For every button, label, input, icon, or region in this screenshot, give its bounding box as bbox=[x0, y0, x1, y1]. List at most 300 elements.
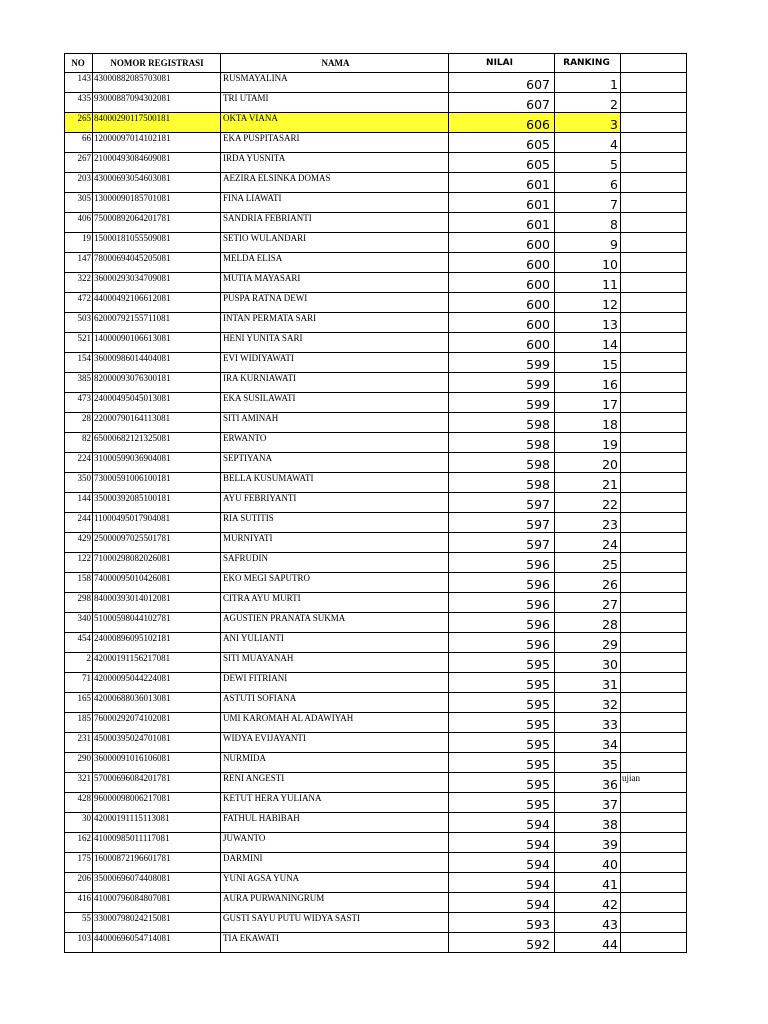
table-row bbox=[65, 853, 687, 873]
cell-score: 594 bbox=[449, 873, 555, 893]
cell-registration-number: 42000191115113081 bbox=[93, 813, 221, 833]
table-row bbox=[65, 453, 687, 473]
table-row bbox=[65, 213, 687, 233]
cell-registration-number: 76000292074102081 bbox=[93, 713, 221, 733]
cell-note bbox=[621, 553, 687, 573]
cell-name: ASTUTI SOFIANA bbox=[221, 693, 449, 713]
cell-note bbox=[621, 633, 687, 653]
header-name: NAMA bbox=[221, 54, 449, 73]
cell-ranking: 4 bbox=[555, 133, 621, 153]
cell-score: 595 bbox=[449, 773, 555, 793]
cell-ranking: 35 bbox=[555, 753, 621, 773]
cell-ranking: 13 bbox=[555, 313, 621, 333]
cell-name: TRI UTAMI bbox=[221, 93, 449, 113]
cell-note bbox=[621, 853, 687, 873]
cell-name: SETIO WULANDARI bbox=[221, 233, 449, 253]
cell-registration-number: 14000090106613081 bbox=[93, 333, 221, 353]
cell-name: HENI YUNITA SARI bbox=[221, 333, 449, 353]
cell-score: 600 bbox=[449, 333, 555, 353]
table-row bbox=[65, 833, 687, 853]
cell-no: 454 bbox=[65, 633, 93, 653]
cell-note bbox=[621, 753, 687, 773]
table-row bbox=[65, 273, 687, 293]
cell-registration-number: 33000798024215081 bbox=[93, 913, 221, 933]
cell-ranking: 6 bbox=[555, 173, 621, 193]
cell-ranking: 43 bbox=[555, 913, 621, 933]
cell-score: 594 bbox=[449, 833, 555, 853]
cell-registration-number: 96000098006217081 bbox=[93, 793, 221, 813]
cell-note bbox=[621, 813, 687, 833]
cell-note bbox=[621, 353, 687, 373]
cell-name: ERWANTO bbox=[221, 433, 449, 453]
table-row bbox=[65, 713, 687, 733]
cell-name: TIA EKAWATI bbox=[221, 933, 449, 953]
cell-ranking: 19 bbox=[555, 433, 621, 453]
header-score: NILAI bbox=[449, 54, 555, 73]
cell-name: MELDA ELISA bbox=[221, 253, 449, 273]
cell-no: 503 bbox=[65, 313, 93, 333]
cell-registration-number: 35000392085100181 bbox=[93, 493, 221, 513]
cell-registration-number: 73000591006100181 bbox=[93, 473, 221, 493]
cell-no: 385 bbox=[65, 373, 93, 393]
table-row bbox=[65, 313, 687, 333]
header-extra bbox=[621, 54, 687, 73]
cell-no: 298 bbox=[65, 593, 93, 613]
cell-note bbox=[621, 573, 687, 593]
table-row bbox=[65, 573, 687, 593]
cell-name: ANI YULIANTI bbox=[221, 633, 449, 653]
table-row bbox=[65, 693, 687, 713]
cell-ranking: 41 bbox=[555, 873, 621, 893]
cell-ranking: 36 bbox=[555, 773, 621, 793]
cell-registration-number: 62000792155711081 bbox=[93, 313, 221, 333]
cell-note bbox=[621, 373, 687, 393]
cell-note bbox=[621, 613, 687, 633]
cell-registration-number: 57000696084201781 bbox=[93, 773, 221, 793]
cell-name: GUSTI SAYU PUTU WIDYA SASTI bbox=[221, 913, 449, 933]
cell-score: 599 bbox=[449, 373, 555, 393]
cell-score: 598 bbox=[449, 473, 555, 493]
cell-note bbox=[621, 293, 687, 313]
cell-no: 429 bbox=[65, 533, 93, 553]
cell-no: 350 bbox=[65, 473, 93, 493]
cell-registration-number: 25000097025501781 bbox=[93, 533, 221, 553]
cell-ranking: 15 bbox=[555, 353, 621, 373]
cell-name: EKO MEGI SAPUTRO bbox=[221, 573, 449, 593]
cell-note bbox=[621, 173, 687, 193]
cell-ranking: 2 bbox=[555, 93, 621, 113]
cell-note: ujian bbox=[621, 773, 687, 793]
table-row bbox=[65, 233, 687, 253]
cell-no: 267 bbox=[65, 153, 93, 173]
cell-registration-number: 84000393014012081 bbox=[93, 593, 221, 613]
cell-registration-number: 74000095010426081 bbox=[93, 573, 221, 593]
table-row bbox=[65, 753, 687, 773]
cell-no: 472 bbox=[65, 293, 93, 313]
cell-note bbox=[621, 713, 687, 733]
cell-score: 600 bbox=[449, 253, 555, 273]
cell-no: 322 bbox=[65, 273, 93, 293]
cell-name: INTAN PERMATA SARI bbox=[221, 313, 449, 333]
header-ranking: RANKING bbox=[555, 54, 621, 73]
cell-name: PUSPA RATNA DEWI bbox=[221, 293, 449, 313]
cell-ranking: 20 bbox=[555, 453, 621, 473]
table-row bbox=[65, 673, 687, 693]
table-row bbox=[65, 253, 687, 273]
cell-note bbox=[621, 873, 687, 893]
cell-registration-number: 13000090185701081 bbox=[93, 193, 221, 213]
cell-no: 340 bbox=[65, 613, 93, 633]
cell-score: 601 bbox=[449, 213, 555, 233]
cell-score: 607 bbox=[449, 73, 555, 93]
cell-name: WIDYA EVIJAYANTI bbox=[221, 733, 449, 753]
cell-name: FATHUL HABIBAH bbox=[221, 813, 449, 833]
cell-registration-number: 71000298082026081 bbox=[93, 553, 221, 573]
cell-ranking: 33 bbox=[555, 713, 621, 733]
cell-no: 162 bbox=[65, 833, 93, 853]
cell-note bbox=[621, 473, 687, 493]
cell-registration-number: 51000598044102781 bbox=[93, 613, 221, 633]
cell-name: AYU FEBRIYANTI bbox=[221, 493, 449, 513]
cell-name: NURMIDA bbox=[221, 753, 449, 773]
cell-no: 305 bbox=[65, 193, 93, 213]
table-row bbox=[65, 593, 687, 613]
cell-ranking: 30 bbox=[555, 653, 621, 673]
table-row bbox=[65, 93, 687, 113]
cell-ranking: 44 bbox=[555, 933, 621, 953]
cell-note bbox=[621, 433, 687, 453]
cell-score: 600 bbox=[449, 273, 555, 293]
cell-registration-number: 22000790164113081 bbox=[93, 413, 221, 433]
table-row bbox=[65, 893, 687, 913]
cell-registration-number: 36000986014404081 bbox=[93, 353, 221, 373]
cell-ranking: 28 bbox=[555, 613, 621, 633]
table-row bbox=[65, 333, 687, 353]
cell-no: 2 bbox=[65, 653, 93, 673]
cell-no: 231 bbox=[65, 733, 93, 753]
cell-registration-number: 82000093076300181 bbox=[93, 373, 221, 393]
table-row bbox=[65, 653, 687, 673]
cell-name: SITI AMINAH bbox=[221, 413, 449, 433]
table-row bbox=[65, 793, 687, 813]
cell-no: 82 bbox=[65, 433, 93, 453]
cell-ranking: 26 bbox=[555, 573, 621, 593]
cell-no: 521 bbox=[65, 333, 93, 353]
cell-score: 594 bbox=[449, 853, 555, 873]
cell-no: 19 bbox=[65, 233, 93, 253]
cell-score: 596 bbox=[449, 573, 555, 593]
cell-note bbox=[621, 453, 687, 473]
cell-name: AGUSTIEN PRANATA SUKMA bbox=[221, 613, 449, 633]
cell-ranking: 32 bbox=[555, 693, 621, 713]
ranking-table bbox=[64, 53, 687, 953]
table-row bbox=[65, 133, 687, 153]
table-row bbox=[65, 353, 687, 373]
cell-note bbox=[621, 93, 687, 113]
cell-no: 290 bbox=[65, 753, 93, 773]
cell-ranking: 5 bbox=[555, 153, 621, 173]
cell-note bbox=[621, 273, 687, 293]
cell-note bbox=[621, 73, 687, 93]
cell-note bbox=[621, 333, 687, 353]
cell-ranking: 40 bbox=[555, 853, 621, 873]
cell-no: 435 bbox=[65, 93, 93, 113]
cell-no: 55 bbox=[65, 913, 93, 933]
cell-registration-number: 45000395024701081 bbox=[93, 733, 221, 753]
cell-name: BELLA KUSUMAWATI bbox=[221, 473, 449, 493]
cell-name: RUSMAYALINA bbox=[221, 73, 449, 93]
cell-score: 606 bbox=[449, 113, 555, 133]
cell-registration-number: 43000693054603081 bbox=[93, 173, 221, 193]
cell-score: 605 bbox=[449, 133, 555, 153]
cell-registration-number: 24000896095102181 bbox=[93, 633, 221, 653]
table-row bbox=[65, 113, 687, 133]
cell-no: 158 bbox=[65, 573, 93, 593]
cell-name: OKTA VIANA bbox=[221, 113, 449, 133]
cell-ranking: 34 bbox=[555, 733, 621, 753]
cell-note bbox=[621, 653, 687, 673]
cell-name: EKA SUSILAWATI bbox=[221, 393, 449, 413]
cell-no: 203 bbox=[65, 173, 93, 193]
cell-score: 596 bbox=[449, 593, 555, 613]
cell-name: CITRA AYU MURTI bbox=[221, 593, 449, 613]
cell-note bbox=[621, 913, 687, 933]
cell-registration-number: 42000688036013081 bbox=[93, 693, 221, 713]
cell-ranking: 9 bbox=[555, 233, 621, 253]
cell-score: 592 bbox=[449, 933, 555, 953]
cell-ranking: 18 bbox=[555, 413, 621, 433]
cell-no: 144 bbox=[65, 493, 93, 513]
cell-no: 224 bbox=[65, 453, 93, 473]
cell-name: JUWANTO bbox=[221, 833, 449, 853]
cell-note bbox=[621, 233, 687, 253]
table-row bbox=[65, 193, 687, 213]
cell-no: 321 bbox=[65, 773, 93, 793]
cell-ranking: 17 bbox=[555, 393, 621, 413]
cell-name: EVI WIDIYAWATI bbox=[221, 353, 449, 373]
cell-score: 593 bbox=[449, 913, 555, 933]
cell-name: RIA SUTITIS bbox=[221, 513, 449, 533]
cell-no: 147 bbox=[65, 253, 93, 273]
cell-no: 165 bbox=[65, 693, 93, 713]
cell-ranking: 29 bbox=[555, 633, 621, 653]
cell-ranking: 14 bbox=[555, 333, 621, 353]
cell-no: 71 bbox=[65, 673, 93, 693]
table-row bbox=[65, 933, 687, 953]
cell-note bbox=[621, 213, 687, 233]
cell-score: 594 bbox=[449, 893, 555, 913]
cell-ranking: 39 bbox=[555, 833, 621, 853]
cell-note bbox=[621, 513, 687, 533]
cell-name: EKA PUSPITASARI bbox=[221, 133, 449, 153]
cell-score: 600 bbox=[449, 313, 555, 333]
cell-registration-number: 31000599036904081 bbox=[93, 453, 221, 473]
cell-registration-number: 12000097014102181 bbox=[93, 133, 221, 153]
header-registration-number: NOMOR REGISTRASI bbox=[93, 54, 221, 73]
cell-name: AEZIRA ELSINKA DOMAS bbox=[221, 173, 449, 193]
cell-registration-number: 65000682121325081 bbox=[93, 433, 221, 453]
cell-note bbox=[621, 193, 687, 213]
cell-score: 600 bbox=[449, 293, 555, 313]
cell-registration-number: 36000091016106081 bbox=[93, 753, 221, 773]
cell-score: 595 bbox=[449, 653, 555, 673]
cell-note bbox=[621, 413, 687, 433]
header-no: NO bbox=[65, 54, 93, 73]
cell-score: 595 bbox=[449, 733, 555, 753]
cell-registration-number: 42000095044224081 bbox=[93, 673, 221, 693]
cell-note bbox=[621, 793, 687, 813]
table-row bbox=[65, 913, 687, 933]
cell-no: 206 bbox=[65, 873, 93, 893]
table-row bbox=[65, 373, 687, 393]
cell-registration-number: 43000882085703081 bbox=[93, 73, 221, 93]
cell-no: 175 bbox=[65, 853, 93, 873]
cell-note bbox=[621, 133, 687, 153]
cell-name: YUNI AGSA YUNA bbox=[221, 873, 449, 893]
cell-registration-number: 84000290117500181 bbox=[93, 113, 221, 133]
table-row bbox=[65, 493, 687, 513]
cell-no: 28 bbox=[65, 413, 93, 433]
cell-no: 473 bbox=[65, 393, 93, 413]
cell-registration-number: 15000181055509081 bbox=[93, 233, 221, 253]
cell-note bbox=[621, 693, 687, 713]
cell-no: 265 bbox=[65, 113, 93, 133]
cell-note bbox=[621, 593, 687, 613]
cell-score: 596 bbox=[449, 613, 555, 633]
table-row bbox=[65, 873, 687, 893]
cell-registration-number: 35000696074408081 bbox=[93, 873, 221, 893]
cell-score: 600 bbox=[449, 233, 555, 253]
cell-no: 416 bbox=[65, 893, 93, 913]
cell-no: 66 bbox=[65, 133, 93, 153]
cell-note bbox=[621, 493, 687, 513]
cell-ranking: 12 bbox=[555, 293, 621, 313]
cell-note bbox=[621, 313, 687, 333]
cell-score: 598 bbox=[449, 453, 555, 473]
cell-ranking: 10 bbox=[555, 253, 621, 273]
cell-score: 605 bbox=[449, 153, 555, 173]
cell-registration-number: 42000191156217081 bbox=[93, 653, 221, 673]
table-row bbox=[65, 813, 687, 833]
cell-score: 597 bbox=[449, 513, 555, 533]
cell-name: MUTIA MAYASARI bbox=[221, 273, 449, 293]
cell-score: 594 bbox=[449, 813, 555, 833]
cell-name: FINA LIAWATI bbox=[221, 193, 449, 213]
cell-ranking: 25 bbox=[555, 553, 621, 573]
table-row bbox=[65, 553, 687, 573]
cell-ranking: 3 bbox=[555, 113, 621, 133]
cell-no: 406 bbox=[65, 213, 93, 233]
table-row bbox=[65, 393, 687, 413]
cell-registration-number: 11000495017904081 bbox=[93, 513, 221, 533]
cell-score: 599 bbox=[449, 393, 555, 413]
cell-score: 595 bbox=[449, 793, 555, 813]
cell-score: 598 bbox=[449, 413, 555, 433]
cell-registration-number: 78000694045205081 bbox=[93, 253, 221, 273]
cell-ranking: 22 bbox=[555, 493, 621, 513]
cell-ranking: 8 bbox=[555, 213, 621, 233]
cell-ranking: 27 bbox=[555, 593, 621, 613]
table-row bbox=[65, 533, 687, 553]
table-row bbox=[65, 413, 687, 433]
cell-score: 597 bbox=[449, 493, 555, 513]
cell-registration-number: 16000872196601781 bbox=[93, 853, 221, 873]
table-row bbox=[65, 773, 687, 793]
table-row bbox=[65, 733, 687, 753]
cell-name: DARMINI bbox=[221, 853, 449, 873]
cell-registration-number: 41000796084807081 bbox=[93, 893, 221, 913]
cell-score: 595 bbox=[449, 753, 555, 773]
cell-score: 595 bbox=[449, 673, 555, 693]
cell-name: IRA KURNIAWATI bbox=[221, 373, 449, 393]
cell-registration-number: 21000493084609081 bbox=[93, 153, 221, 173]
header-row bbox=[65, 54, 687, 73]
cell-name: KETUT HERA YULIANA bbox=[221, 793, 449, 813]
cell-score: 596 bbox=[449, 633, 555, 653]
cell-no: 185 bbox=[65, 713, 93, 733]
cell-name: SEPTIYANA bbox=[221, 453, 449, 473]
cell-score: 595 bbox=[449, 693, 555, 713]
table-row bbox=[65, 473, 687, 493]
cell-registration-number: 24000495045013081 bbox=[93, 393, 221, 413]
cell-score: 598 bbox=[449, 433, 555, 453]
cell-no: 428 bbox=[65, 793, 93, 813]
cell-registration-number: 44000696054714081 bbox=[93, 933, 221, 953]
cell-no: 143 bbox=[65, 73, 93, 93]
cell-name: MURNIYATI bbox=[221, 533, 449, 553]
table-row bbox=[65, 613, 687, 633]
cell-name: DEWI FITRIANI bbox=[221, 673, 449, 693]
table-row bbox=[65, 633, 687, 653]
table-row bbox=[65, 73, 687, 93]
cell-note bbox=[621, 893, 687, 913]
cell-name: SAFRUDIN bbox=[221, 553, 449, 573]
cell-score: 607 bbox=[449, 93, 555, 113]
cell-ranking: 16 bbox=[555, 373, 621, 393]
cell-note bbox=[621, 933, 687, 953]
cell-ranking: 37 bbox=[555, 793, 621, 813]
table-row bbox=[65, 433, 687, 453]
cell-ranking: 1 bbox=[555, 73, 621, 93]
cell-ranking: 21 bbox=[555, 473, 621, 493]
cell-no: 30 bbox=[65, 813, 93, 833]
cell-note bbox=[621, 253, 687, 273]
table-row bbox=[65, 153, 687, 173]
cell-note bbox=[621, 673, 687, 693]
table-body bbox=[65, 73, 687, 953]
cell-no: 103 bbox=[65, 933, 93, 953]
cell-no: 122 bbox=[65, 553, 93, 573]
cell-score: 601 bbox=[449, 173, 555, 193]
cell-ranking: 7 bbox=[555, 193, 621, 213]
cell-score: 595 bbox=[449, 713, 555, 733]
cell-ranking: 38 bbox=[555, 813, 621, 833]
cell-note bbox=[621, 393, 687, 413]
cell-note bbox=[621, 153, 687, 173]
cell-score: 597 bbox=[449, 533, 555, 553]
table-row bbox=[65, 513, 687, 533]
cell-ranking: 24 bbox=[555, 533, 621, 553]
cell-registration-number: 41000985011117081 bbox=[93, 833, 221, 853]
cell-no: 244 bbox=[65, 513, 93, 533]
cell-note bbox=[621, 533, 687, 553]
cell-registration-number: 75000892064201781 bbox=[93, 213, 221, 233]
cell-no: 154 bbox=[65, 353, 93, 373]
cell-score: 596 bbox=[449, 553, 555, 573]
cell-registration-number: 93000887094302081 bbox=[93, 93, 221, 113]
table-row bbox=[65, 293, 687, 313]
cell-ranking: 42 bbox=[555, 893, 621, 913]
